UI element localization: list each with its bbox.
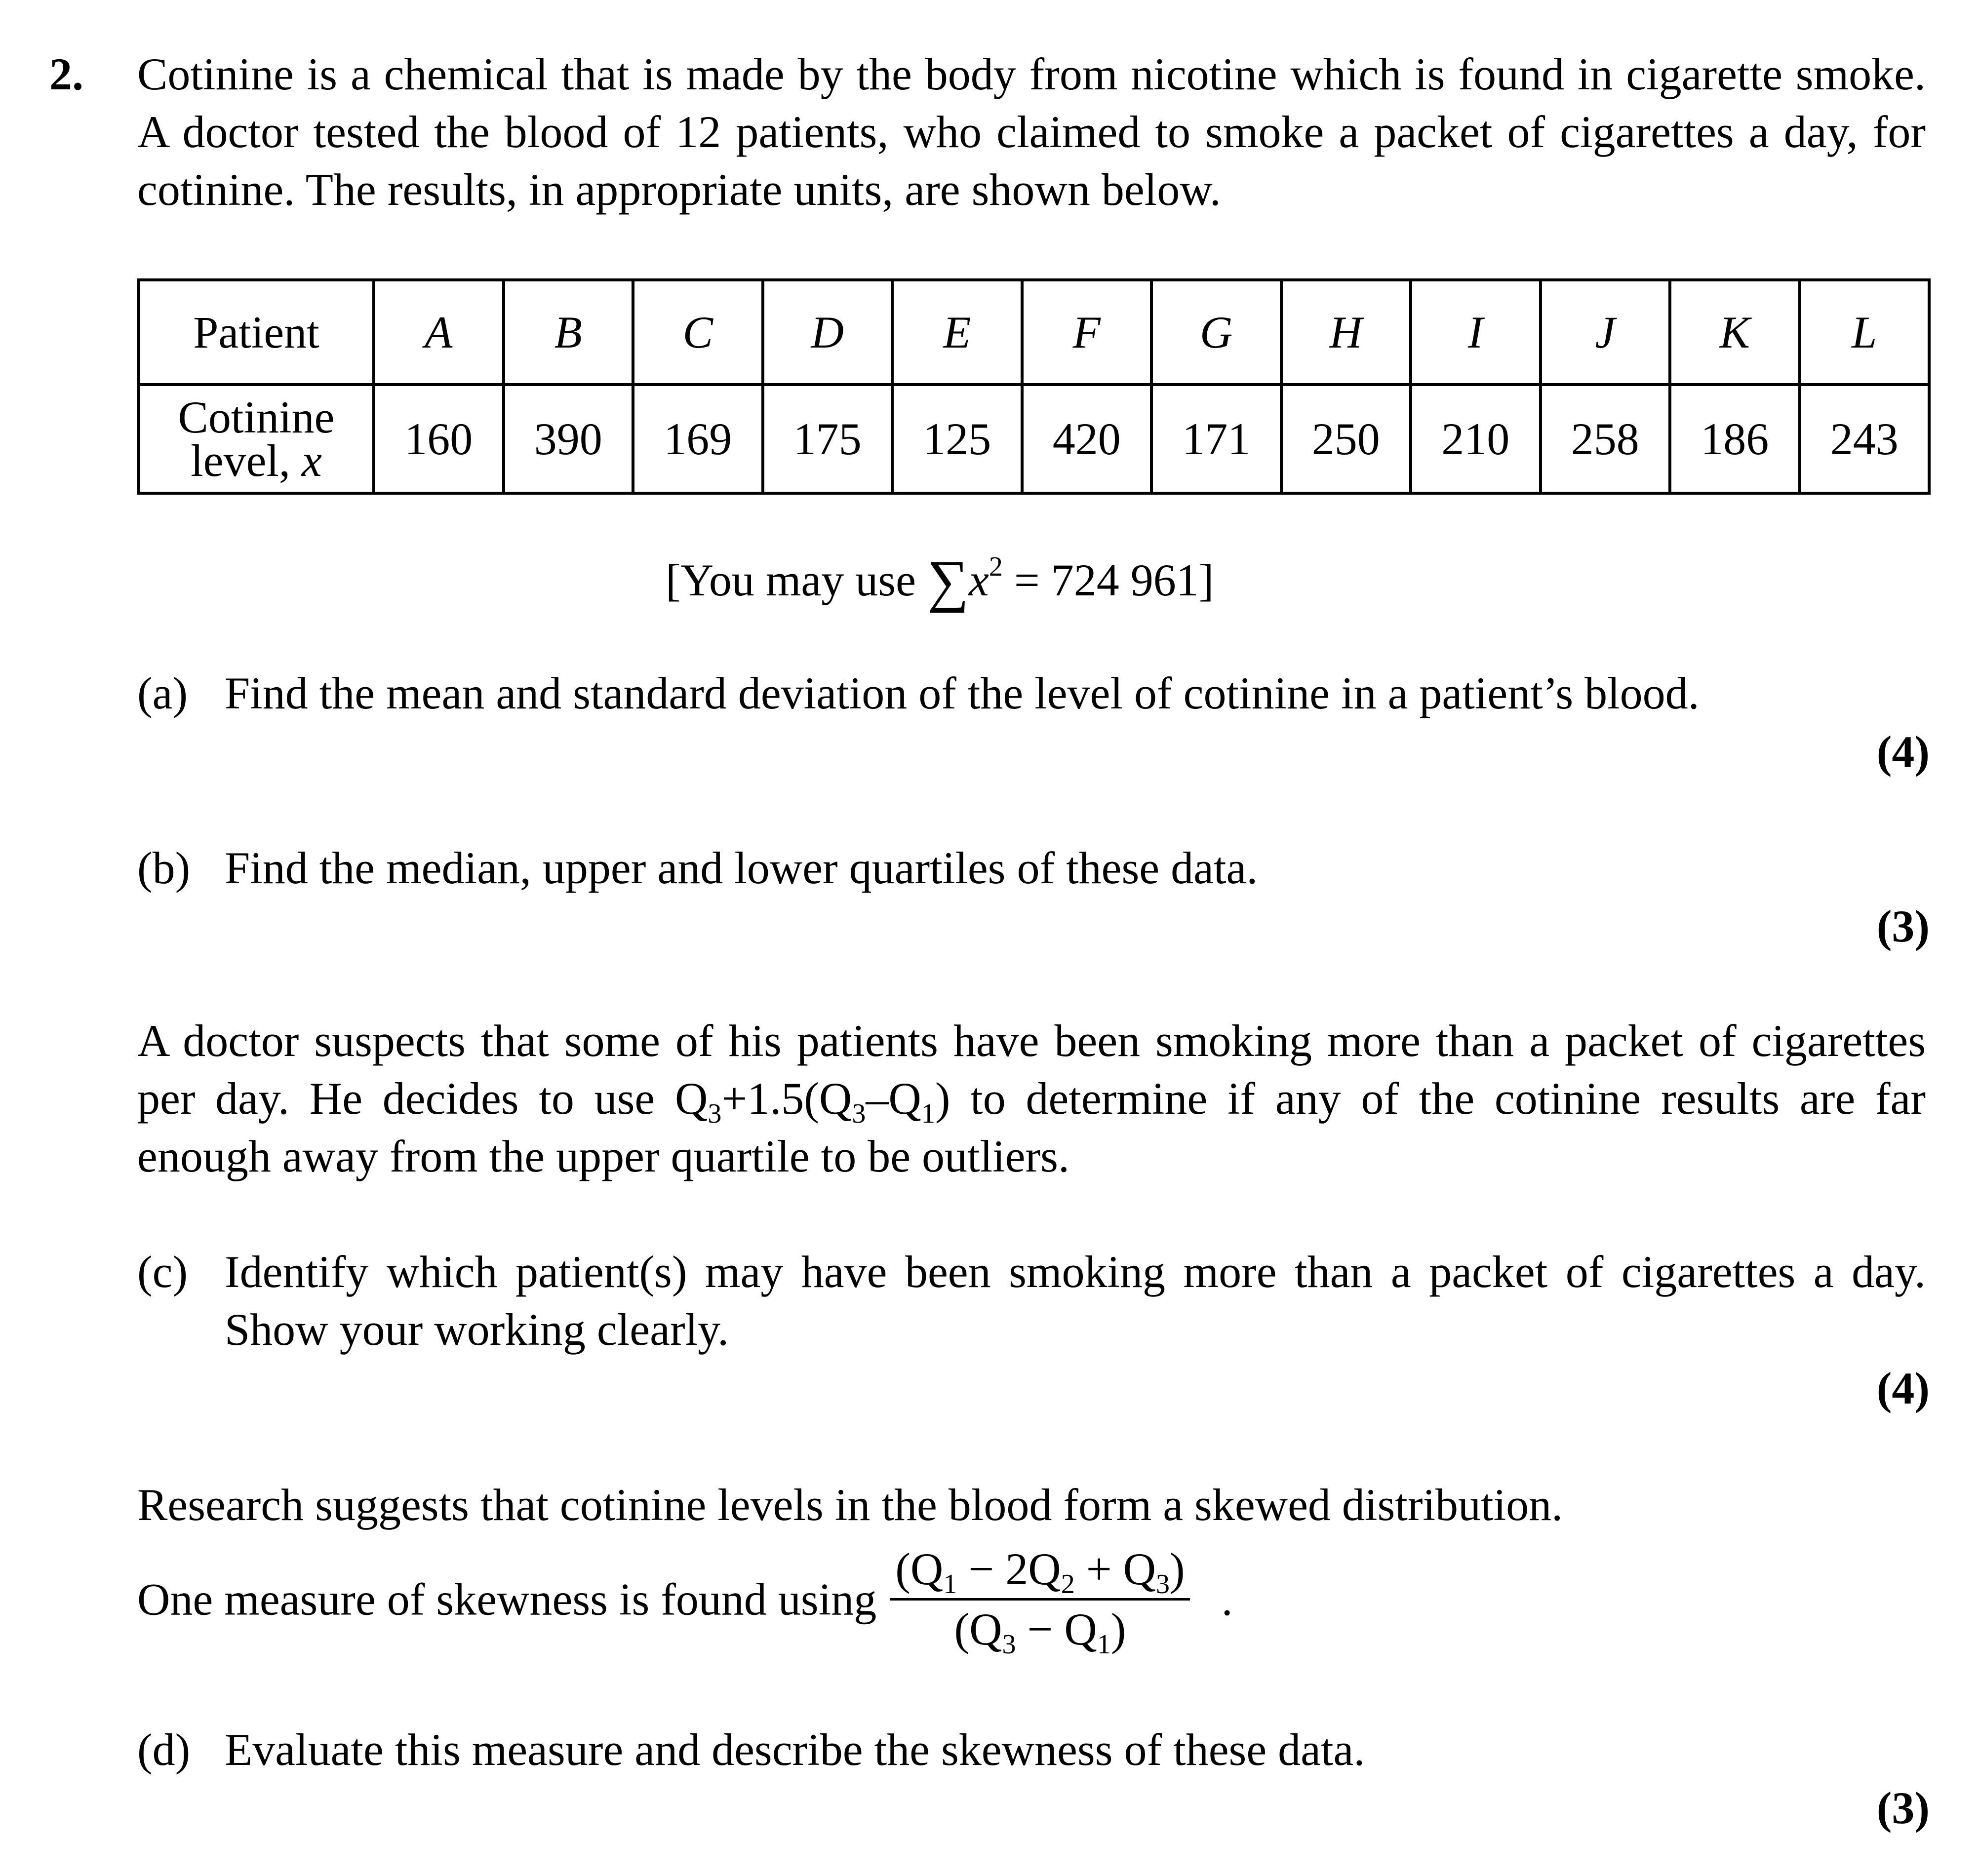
- sigma-symbol: ∑: [927, 548, 969, 613]
- numerator-part: + Q: [1074, 1544, 1156, 1594]
- outlier-text-after: ) to determine if any of the cotinine results are far enough away from the upper quartile to be outliers.: [137, 1073, 1926, 1181]
- cotinine-level-row: [139, 385, 1929, 493]
- trailing-period: .: [1221, 1574, 1233, 1625]
- question-intro: Cotinine is a chemical that is made by the body from nicotine which is found in cigarette smoke. A doctor tested the blood of 12 patients, who claimed to smoke a packet of cigarettes a day, for cotinine. The results, in appropriate units, are shown below.: [137, 49, 1926, 215]
- part-c-marks: (4): [1876, 1363, 1930, 1413]
- outlier-text-mid: +1.5(Q: [721, 1073, 852, 1124]
- skewness-fraction: [890, 1540, 1189, 1658]
- cotinine-label-line2: [140, 435, 372, 486]
- cotinine-level-label: [139, 385, 374, 493]
- level-cell: 171: [1151, 385, 1281, 493]
- subscript: 3: [1002, 1629, 1016, 1660]
- level-cell: 169: [633, 385, 763, 493]
- patient-cell: J: [1541, 280, 1670, 385]
- patient-header-label: Patient: [139, 280, 374, 385]
- patient-cell: A: [374, 280, 504, 385]
- sum-of-squares-hint: [666, 547, 1214, 613]
- outlier-text-before: A doctor suspects that some of his patients have been smoking more than a packet of cigarettes per day. He decides to use Q: [137, 1016, 1926, 1124]
- subscript: 3: [1156, 1569, 1170, 1600]
- part-c-label: (c): [137, 1247, 188, 1297]
- level-word: level,: [191, 435, 302, 486]
- numerator-part: (Q: [895, 1544, 944, 1594]
- numerator-part: − 2Q: [957, 1544, 1061, 1594]
- part-a-label: (a): [137, 668, 188, 718]
- part-b-text: Find the median, upper and lower quartiles of these data.: [225, 843, 1258, 893]
- patient-cell: F: [1022, 280, 1152, 385]
- level-cell: 420: [1022, 385, 1152, 493]
- fraction-denominator: [890, 1601, 1189, 1658]
- level-cell: 390: [504, 385, 633, 493]
- patient-cell: L: [1800, 280, 1930, 385]
- subscript: 1: [943, 1569, 957, 1600]
- level-cell: 243: [1800, 385, 1930, 493]
- hint-value: = 724 961]: [1002, 555, 1214, 605]
- hint-power: 2: [989, 551, 1003, 582]
- patient-cell: I: [1411, 280, 1541, 385]
- denominator-part: (Q: [954, 1604, 1002, 1654]
- outlier-text-mid: –Q: [866, 1073, 921, 1124]
- patient-cell: B: [504, 280, 633, 385]
- level-cell: 160: [374, 385, 504, 493]
- outlier-paragraph: [137, 1012, 1926, 1185]
- subscript: 1: [1097, 1629, 1111, 1660]
- level-cell: 250: [1281, 385, 1411, 493]
- patient-cell: G: [1151, 280, 1281, 385]
- skewness-research-text: Research suggests that cotinine levels in the blood form a skewed distribution.: [137, 1480, 1563, 1530]
- part-b-marks: (3): [1876, 901, 1930, 951]
- level-cell: 186: [1670, 385, 1800, 493]
- subscript: 3: [708, 1098, 722, 1129]
- part-d-text: Evaluate this measure and describe the skewness of these data.: [225, 1724, 1365, 1775]
- level-cell: 125: [892, 385, 1022, 493]
- patient-header-row: [139, 280, 1929, 385]
- part-a-marks: (4): [1876, 727, 1930, 777]
- part-b-label: (b): [137, 843, 191, 893]
- denominator-part: − Q: [1016, 1604, 1097, 1654]
- subscript: 2: [1061, 1569, 1075, 1600]
- subscript: 3: [852, 1098, 866, 1129]
- patient-cell: E: [892, 280, 1022, 385]
- patient-cell: K: [1670, 280, 1800, 385]
- cotinine-table: [137, 278, 1931, 495]
- level-cell: 258: [1541, 385, 1670, 493]
- level-cell: 210: [1411, 385, 1541, 493]
- skewness-measure-line: [137, 1540, 1233, 1658]
- part-d-marks: (3): [1876, 1783, 1930, 1833]
- skewness-measure-text: One measure of skewness is found using: [137, 1574, 877, 1625]
- patient-cell: C: [633, 280, 763, 385]
- subscript: 1: [921, 1098, 935, 1129]
- fraction-numerator: [890, 1540, 1189, 1598]
- denominator-part: ): [1110, 1604, 1126, 1654]
- patient-cell: D: [763, 280, 893, 385]
- patient-cell: H: [1281, 280, 1411, 385]
- variable-x: x: [301, 435, 322, 486]
- level-cell: 175: [763, 385, 893, 493]
- question-number: 2.: [49, 49, 83, 99]
- cotinine-label-line1: Cotinine: [178, 392, 335, 442]
- numerator-part: ): [1170, 1544, 1185, 1594]
- hint-open: [You may use: [666, 555, 927, 605]
- part-d-label: (d): [137, 1724, 191, 1775]
- part-a-text: Find the mean and standard deviation of the level of cotinine in a patient’s blood.: [225, 668, 1700, 718]
- hint-variable: x: [969, 555, 989, 605]
- part-c-text: Identify which patient(s) may have been smoking more than a packet of cigarettes a day. Show your working clearly.: [225, 1247, 1926, 1355]
